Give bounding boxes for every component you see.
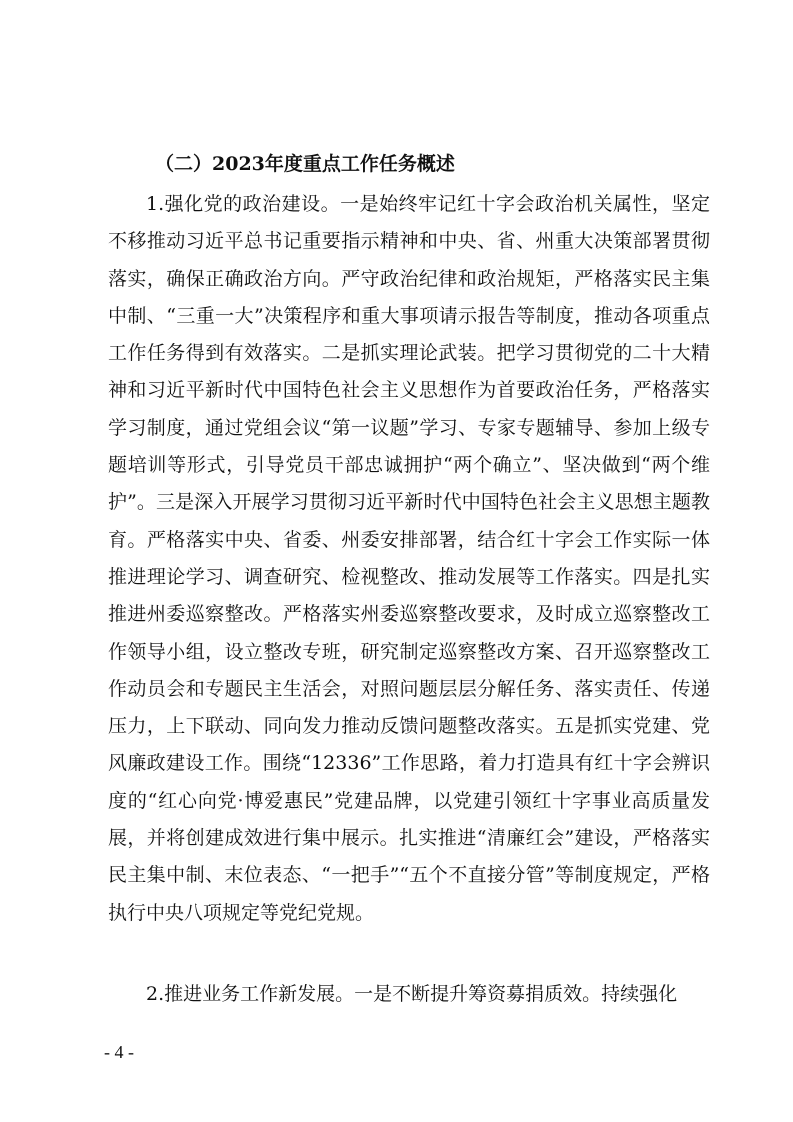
paragraph-business-development: 2.推进业务工作新发展。一是不断提升筹资募捐质效。持续强化 <box>146 983 678 1005</box>
section-heading: （二）2023年度重点工作任务概述 <box>155 153 455 175</box>
page-number: - 4 - <box>104 1042 134 1062</box>
paragraph-party-building: 1.强化党的政治建设。一是始终牢记红十字会政治机关属性，坚定不移推动习近平总书记重要指示精神和中央、省、州重大决策部署贯彻落实，确保正确政治方向。严守政治纪律和政治规矩，严格落实民主集中制、“三重一大”决策程序和重大事项请示报告等制度，推动各项重点工作任务得到有效落实。二是抓实理论武装。把学习贯彻党的二十大精神和习近平新时代中国特色社会主义思想作为首要政治任务，严格落实学习制度，通过党组会议“第一议题”学习、专家专题辅导、参加上级专题培训等形式，引导党员干部忠诚拥护“两个确立”、坚决做到“两个维护”。三是深入开展学习贯彻习近平新时代中国特色社会主义思想主题教育。严格落实中央、省委、州委安排部署，结合红十字会工作实际一体推进理论学习、调查研究、检视整改、推动发展等工作落实。四是扎实推进州委巡察整改。严格落实州委巡察整改要求，及时成立巡察整改工作领导小组，设立整改专班，研究制定巡察整改方案、召开巡察整改工作动员会和专题民主生活会，对照问题层层分解任务、落实责任、传递压力，上下联动、同向发力推动反馈问题整改落实。五是抓实党建、党风廉政建设工作。围绕“12336”工作思路，着力打造具有红十字会辨识度的“红心向党·博爱惠民”党建品牌，以党建引领红十字事业高质量发展，并将创建成效进行集中展示。扎实推进“清廉红会”建设，严格落实民主集中制、末位表态、“一把手”“五个不直接分管”等制度规定，严格执行中央八项规定等党纪党规。 <box>108 193 710 924</box>
